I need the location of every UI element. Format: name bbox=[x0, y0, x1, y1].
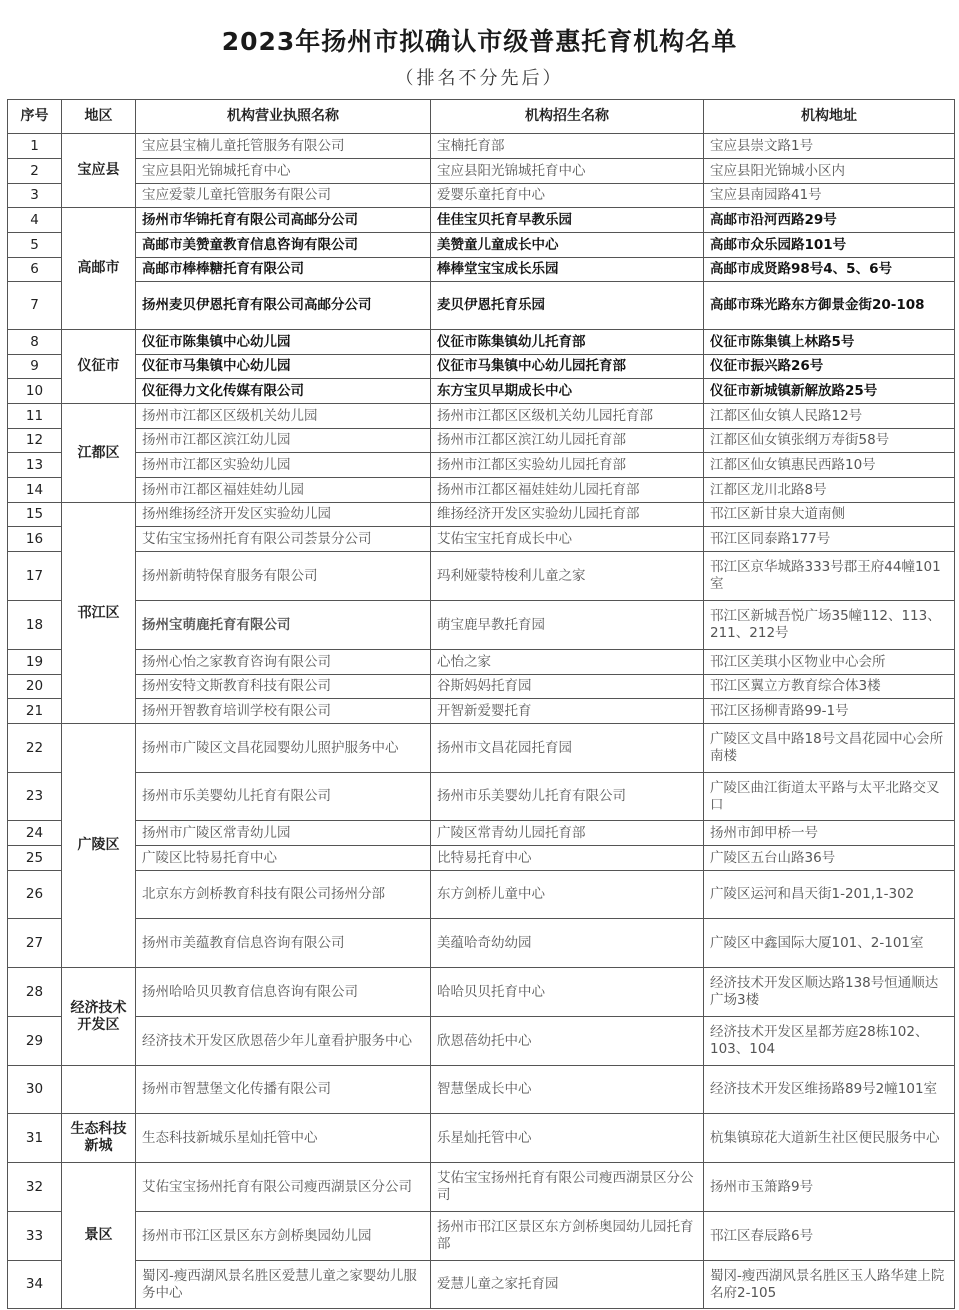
enrollment-name: 佳佳宝贝托育早教乐园 bbox=[431, 208, 704, 233]
enrollment-name: 美蕴哈奇幼幼园 bbox=[431, 919, 704, 968]
address: 广陵区中鑫国际大厦101、2-101室 bbox=[704, 919, 955, 968]
region-cell: 江都区 bbox=[62, 404, 136, 503]
row-number: 5 bbox=[8, 233, 62, 258]
header-address: 机构地址 bbox=[704, 100, 955, 134]
region-cell: 宝应县 bbox=[62, 134, 136, 208]
license-name: 扬州市邗江区景区东方剑桥奥园幼儿园 bbox=[136, 1212, 431, 1261]
address: 广陵区运河和昌天街1-201,1-302 bbox=[704, 871, 955, 919]
enrollment-name: 广陵区常青幼儿园托育部 bbox=[431, 821, 704, 846]
license-name: 扬州市智慧堡文化传播有限公司 bbox=[136, 1066, 431, 1114]
address: 广陵区文昌中路18号文昌花园中心会所南楼 bbox=[704, 724, 955, 773]
table-row bbox=[8, 846, 955, 871]
enrollment-name: 扬州市江都区实验幼儿园托育部 bbox=[431, 453, 704, 478]
address: 邗江区翼立方教育综合体3楼 bbox=[704, 675, 955, 699]
row-number: 2 bbox=[8, 159, 62, 184]
enrollment-name: 艾佑宝宝扬州托育有限公司瘦西湖景区分公司 bbox=[431, 1163, 704, 1212]
license-name: 仪征市陈集镇中心幼儿园 bbox=[136, 330, 431, 355]
address: 江都区仙女镇人民路12号 bbox=[704, 404, 955, 429]
row-number: 9 bbox=[8, 355, 62, 379]
row-number: 26 bbox=[8, 871, 62, 919]
table-row bbox=[8, 773, 955, 821]
row-number: 1 bbox=[8, 134, 62, 159]
table-row bbox=[8, 968, 955, 1017]
table-row bbox=[8, 379, 955, 404]
region-cell: 广陵区 bbox=[62, 724, 136, 968]
region-cell: 邗江区 bbox=[62, 503, 136, 724]
enrollment-name: 扬州市乐美婴幼儿托育有限公司 bbox=[431, 773, 704, 821]
region-cell: 经济技术开发区 bbox=[62, 968, 136, 1066]
table-row bbox=[8, 453, 955, 478]
enrollment-name: 谷斯妈妈托育园 bbox=[431, 675, 704, 699]
address: 广陵区曲江街道太平路与太平北路交叉口 bbox=[704, 773, 955, 821]
license-name: 蜀冈-瘦西湖风景名胜区爱慧儿童之家婴幼儿服务中心 bbox=[136, 1261, 431, 1309]
address: 仪征市陈集镇上林路5号 bbox=[704, 330, 955, 355]
row-number: 15 bbox=[8, 503, 62, 527]
row-number: 23 bbox=[8, 773, 62, 821]
row-number: 34 bbox=[8, 1261, 62, 1309]
row-number: 17 bbox=[8, 552, 62, 601]
row-number: 12 bbox=[8, 429, 62, 453]
license-name: 高邮市棒棒糖托育有限公司 bbox=[136, 258, 431, 282]
enrollment-name: 萌宝鹿早教托育园 bbox=[431, 601, 704, 650]
license-name: 扬州麦贝伊恩托育有限公司高邮分公司 bbox=[136, 282, 431, 330]
address: 仪征市振兴路26号 bbox=[704, 355, 955, 379]
row-number: 14 bbox=[8, 478, 62, 503]
license-name: 经济技术开发区欣恩蓓少年儿童看护服务中心 bbox=[136, 1017, 431, 1066]
enrollment-name: 哈哈贝贝托育中心 bbox=[431, 968, 704, 1017]
row-number: 29 bbox=[8, 1017, 62, 1066]
license-name: 扬州市江都区滨江幼儿园 bbox=[136, 429, 431, 453]
enrollment-name: 扬州市江都区滨江幼儿园托育部 bbox=[431, 429, 704, 453]
license-name: 扬州市江都区区级机关幼儿园 bbox=[136, 404, 431, 429]
table-row bbox=[8, 159, 955, 184]
enrollment-name: 宝楠托育部 bbox=[431, 134, 704, 159]
enrollment-name: 扬州市江都区区级机关幼儿园托育部 bbox=[431, 404, 704, 429]
address: 广陵区五台山路36号 bbox=[704, 846, 955, 871]
region-cell: 景区 bbox=[62, 1163, 136, 1309]
license-name: 扬州市广陵区文昌花园婴幼儿照护服务中心 bbox=[136, 724, 431, 773]
table-row bbox=[8, 821, 955, 846]
table-row bbox=[8, 503, 955, 527]
license-name: 扬州市广陵区常青幼儿园 bbox=[136, 821, 431, 846]
license-name: 艾佑宝宝扬州托育有限公司荟景分公司 bbox=[136, 527, 431, 552]
license-name: 宝应爱蒙儿童托管服务有限公司 bbox=[136, 184, 431, 208]
row-number: 4 bbox=[8, 208, 62, 233]
table-row bbox=[8, 1212, 955, 1261]
enrollment-name: 开智新爱婴托育 bbox=[431, 699, 704, 724]
address: 扬州市玉箫路9号 bbox=[704, 1163, 955, 1212]
license-name: 仪征得力文化传媒有限公司 bbox=[136, 379, 431, 404]
row-number: 7 bbox=[8, 282, 62, 330]
enrollment-name: 扬州市江都区福娃娃幼儿园托育部 bbox=[431, 478, 704, 503]
table-row bbox=[8, 527, 955, 552]
table-row bbox=[8, 675, 955, 699]
table-row bbox=[8, 208, 955, 233]
address: 高邮市沿河西路29号 bbox=[704, 208, 955, 233]
enrollment-name: 美赞童儿童成长中心 bbox=[431, 233, 704, 258]
enrollment-name: 爱婴乐童托育中心 bbox=[431, 184, 704, 208]
header-region: 地区 bbox=[62, 100, 136, 134]
row-number: 6 bbox=[8, 258, 62, 282]
address: 经济技术开发区顺达路138号恒通顺达广场3楼 bbox=[704, 968, 955, 1017]
row-number: 20 bbox=[8, 675, 62, 699]
address: 邗江区美琪小区物业中心会所 bbox=[704, 650, 955, 675]
license-name: 扬州宝萌鹿托育有限公司 bbox=[136, 601, 431, 650]
license-name: 扬州市江都区福娃娃幼儿园 bbox=[136, 478, 431, 503]
address: 邗江区新城吾悦广场35幢112、113、211、212号 bbox=[704, 601, 955, 650]
address: 经济技术开发区星都芳庭28栋102、103、104 bbox=[704, 1017, 955, 1066]
address: 江都区仙女镇张纲万寿街58号 bbox=[704, 429, 955, 453]
license-name: 仪征市马集镇中心幼儿园 bbox=[136, 355, 431, 379]
enrollment-name: 扬州市邗江区景区东方剑桥奥园幼儿园托育部 bbox=[431, 1212, 704, 1261]
license-name: 扬州市华锦托育有限公司高邮分公司 bbox=[136, 208, 431, 233]
address: 邗江区新甘泉大道南侧 bbox=[704, 503, 955, 527]
enrollment-name: 仪征市陈集镇幼儿托育部 bbox=[431, 330, 704, 355]
region-cell: 生态科技新城 bbox=[62, 1114, 136, 1163]
license-name: 扬州维扬经济开发区实验幼儿园 bbox=[136, 503, 431, 527]
address: 邗江区同泰路177号 bbox=[704, 527, 955, 552]
enrollment-name: 东方宝贝早期成长中心 bbox=[431, 379, 704, 404]
address: 扬州市卸甲桥一号 bbox=[704, 821, 955, 846]
table-row bbox=[8, 1017, 955, 1066]
enrollment-name: 仪征市马集镇中心幼儿园托育部 bbox=[431, 355, 704, 379]
row-number: 30 bbox=[8, 1066, 62, 1114]
row-number: 3 bbox=[8, 184, 62, 208]
row-number: 21 bbox=[8, 699, 62, 724]
license-name: 扬州市江都区实验幼儿园 bbox=[136, 453, 431, 478]
enrollment-name: 比特易托育中心 bbox=[431, 846, 704, 871]
region-cell-empty bbox=[62, 1066, 136, 1114]
row-number: 32 bbox=[8, 1163, 62, 1212]
row-number: 18 bbox=[8, 601, 62, 650]
row-number: 31 bbox=[8, 1114, 62, 1163]
license-name: 扬州市乐美婴幼儿托育有限公司 bbox=[136, 773, 431, 821]
region-cell: 高邮市 bbox=[62, 208, 136, 330]
row-number: 11 bbox=[8, 404, 62, 429]
address: 杭集镇琼花大道新生社区便民服务中心 bbox=[704, 1114, 955, 1163]
address: 仪征市新城镇新解放路25号 bbox=[704, 379, 955, 404]
license-name: 艾佑宝宝扬州托育有限公司瘦西湖景区分公司 bbox=[136, 1163, 431, 1212]
table-row bbox=[8, 699, 955, 724]
address: 经济技术开发区维扬路89号2幢101室 bbox=[704, 1066, 955, 1114]
license-name: 北京东方剑桥教育科技有限公司扬州分部 bbox=[136, 871, 431, 919]
document-subtitle: （排名不分先后） bbox=[395, 68, 564, 89]
row-number: 22 bbox=[8, 724, 62, 773]
row-number: 16 bbox=[8, 527, 62, 552]
license-name: 高邮市美赞童教育信息咨询有限公司 bbox=[136, 233, 431, 258]
table-row bbox=[8, 552, 955, 601]
row-number: 8 bbox=[8, 330, 62, 355]
enrollment-name: 扬州市文昌花园托育园 bbox=[431, 724, 704, 773]
license-name: 扬州安特文斯教育科技有限公司 bbox=[136, 675, 431, 699]
table-row bbox=[8, 429, 955, 453]
address: 宝应县南园路41号 bbox=[704, 184, 955, 208]
row-number: 24 bbox=[8, 821, 62, 846]
address: 高邮市成贤路98号4、5、6号 bbox=[704, 258, 955, 282]
address: 邗江区京华城路333号郡王府44幢101室 bbox=[704, 552, 955, 601]
row-number: 33 bbox=[8, 1212, 62, 1261]
address: 宝应县崇文路1号 bbox=[704, 134, 955, 159]
license-name: 扬州新萌特保育服务有限公司 bbox=[136, 552, 431, 601]
license-name: 扬州市美蕴教育信息咨询有限公司 bbox=[136, 919, 431, 968]
license-name: 扬州开智教育培训学校有限公司 bbox=[136, 699, 431, 724]
license-name: 扬州哈哈贝贝教育信息咨询有限公司 bbox=[136, 968, 431, 1017]
enrollment-name: 玛利娅蒙特梭利儿童之家 bbox=[431, 552, 704, 601]
enrollment-name: 欣恩蓓幼托中心 bbox=[431, 1017, 704, 1066]
table-row bbox=[8, 919, 955, 968]
table-row bbox=[8, 478, 955, 503]
table-row bbox=[8, 134, 955, 159]
enrollment-name: 宝应县阳光锦城托育中心 bbox=[431, 159, 704, 184]
table-row bbox=[8, 258, 955, 282]
address: 邗江区扬柳青路99-1号 bbox=[704, 699, 955, 724]
enrollment-name: 东方剑桥儿童中心 bbox=[431, 871, 704, 919]
enrollment-name: 麦贝伊恩托育乐园 bbox=[431, 282, 704, 330]
license-name: 生态科技新城乐星灿托管中心 bbox=[136, 1114, 431, 1163]
table-row bbox=[8, 330, 955, 355]
enrollment-name: 心怡之家 bbox=[431, 650, 704, 675]
address: 高邮市众乐园路101号 bbox=[704, 233, 955, 258]
table-row bbox=[8, 601, 955, 650]
license-name: 宝应县宝楠儿童托管服务有限公司 bbox=[136, 134, 431, 159]
enrollment-name: 乐星灿托管中心 bbox=[431, 1114, 704, 1163]
license-name: 宝应县阳光锦城托育中心 bbox=[136, 159, 431, 184]
enrollment-name: 智慧堡成长中心 bbox=[431, 1066, 704, 1114]
header-no: 序号 bbox=[8, 100, 62, 134]
table-row bbox=[8, 404, 955, 429]
enrollment-name: 艾佑宝宝托育成长中心 bbox=[431, 527, 704, 552]
table-row bbox=[8, 724, 955, 773]
institution-table bbox=[7, 99, 955, 1309]
row-number: 28 bbox=[8, 968, 62, 1017]
table-row bbox=[8, 1114, 955, 1163]
header-enrollment-name: 机构招生名称 bbox=[431, 100, 704, 134]
license-name: 扬州心怡之家教育咨询有限公司 bbox=[136, 650, 431, 675]
address: 高邮市珠光路东方御景金街20-108 bbox=[704, 282, 955, 330]
address: 邗江区春辰路6号 bbox=[704, 1212, 955, 1261]
address: 蜀冈-瘦西湖风景名胜区玉人路华建上院名府2-105 bbox=[704, 1261, 955, 1309]
enrollment-name: 棒棒堂宝宝成长乐园 bbox=[431, 258, 704, 282]
row-number: 13 bbox=[8, 453, 62, 478]
table-row bbox=[8, 184, 955, 208]
table-row bbox=[8, 871, 955, 919]
row-number: 10 bbox=[8, 379, 62, 404]
row-number: 25 bbox=[8, 846, 62, 871]
table-row bbox=[8, 355, 955, 379]
table-row bbox=[8, 233, 955, 258]
row-number: 19 bbox=[8, 650, 62, 675]
address: 江都区仙女镇惠民西路10号 bbox=[704, 453, 955, 478]
table-header-row bbox=[8, 100, 955, 134]
header-license-name: 机构营业执照名称 bbox=[136, 100, 431, 134]
row-number: 27 bbox=[8, 919, 62, 968]
license-name: 广陵区比特易托育中心 bbox=[136, 846, 431, 871]
region-cell: 仪征市 bbox=[62, 330, 136, 404]
table-row bbox=[8, 282, 955, 330]
address: 宝应县阳光锦城小区内 bbox=[704, 159, 955, 184]
table-row bbox=[8, 1163, 955, 1212]
table-row bbox=[8, 650, 955, 675]
document-title: 2023年扬州市拟确认市级普惠托育机构名单 bbox=[221, 27, 738, 56]
enrollment-name: 爱慧儿童之家托育园 bbox=[431, 1261, 704, 1309]
address: 江都区龙川北路8号 bbox=[704, 478, 955, 503]
table-row bbox=[8, 1261, 955, 1309]
enrollment-name: 维扬经济开发区实验幼儿园托育部 bbox=[431, 503, 704, 527]
table-row bbox=[8, 1066, 955, 1114]
